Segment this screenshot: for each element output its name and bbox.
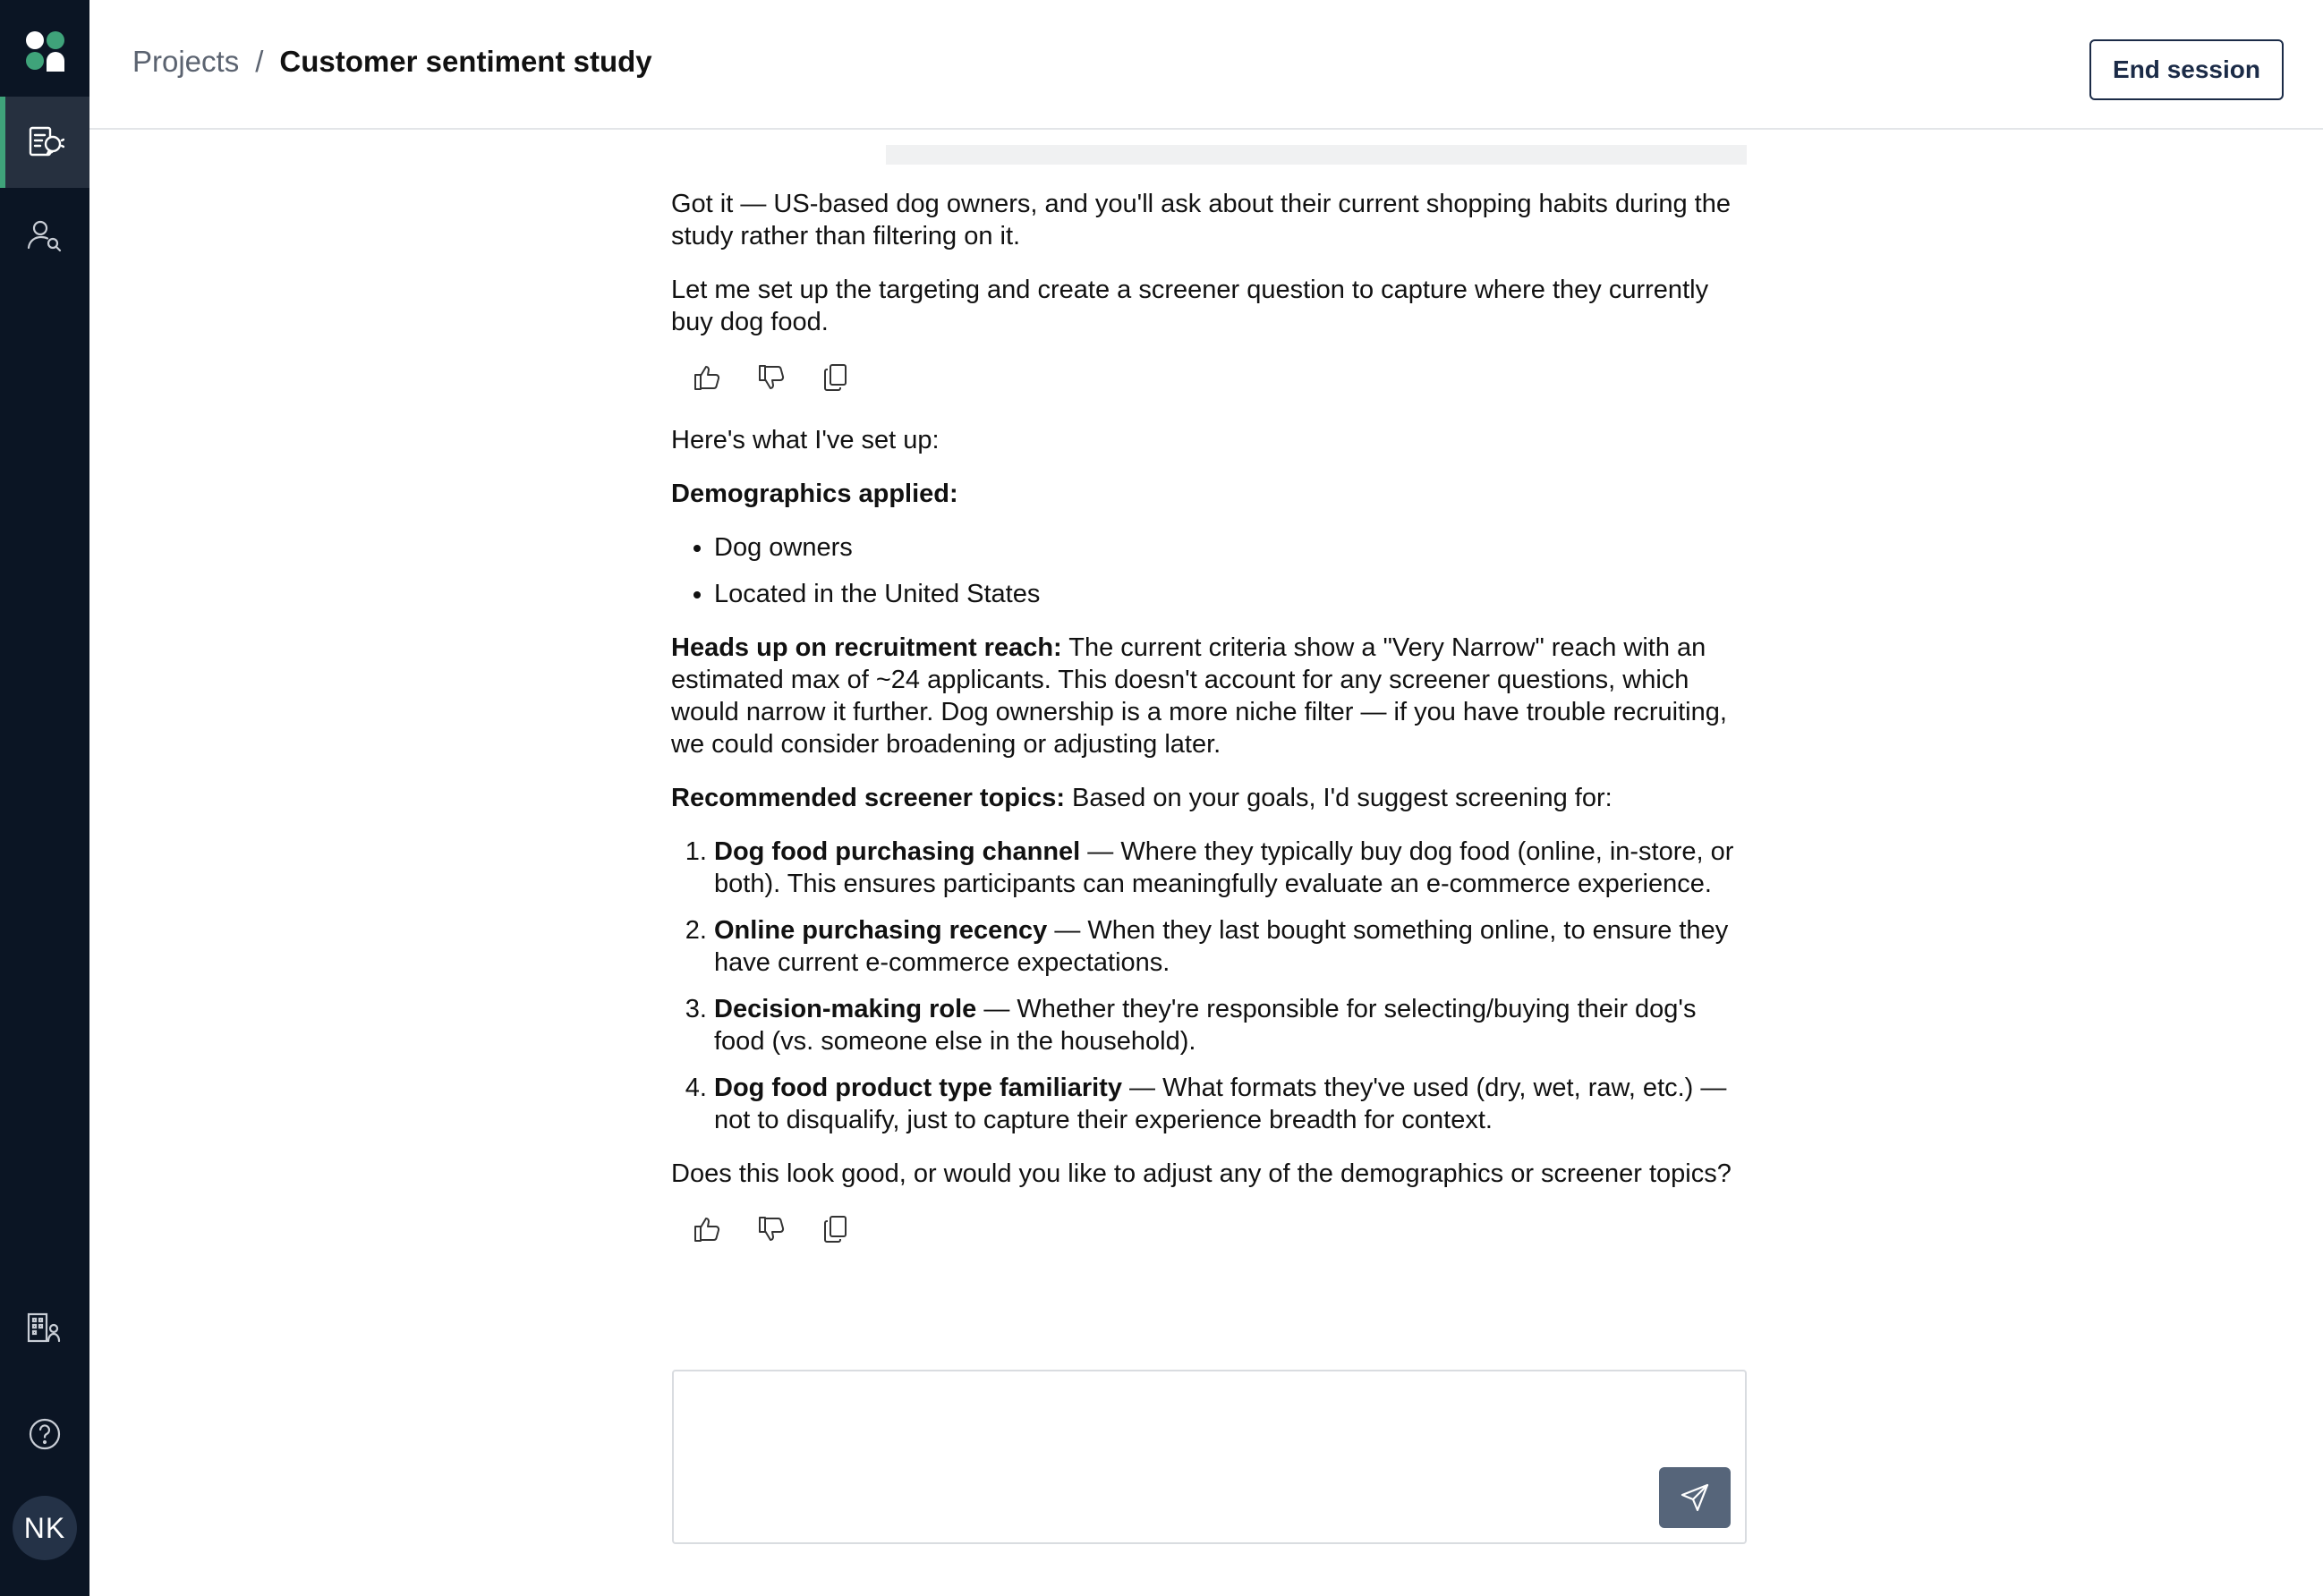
demographics-heading: Demographics applied: <box>671 480 958 508</box>
thumbs-down-button[interactable] <box>753 1210 791 1248</box>
message-paragraph: Does this look good, or would you like to adjust any of the demographics or screener topics? <box>671 1159 1732 1188</box>
question-circle-icon <box>25 1414 64 1454</box>
user-search-icon <box>25 216 64 255</box>
list-item: • Dog owners <box>714 531 1749 564</box>
assistant-message <box>671 188 1749 338</box>
assistant-message <box>671 424 1749 1190</box>
sidebar-item-participants[interactable] <box>0 190 89 281</box>
building-people-icon <box>25 1307 64 1346</box>
send-button[interactable] <box>1659 1467 1731 1528</box>
list-item: • Located in the United States <box>714 578 1749 610</box>
thumbs-up-button[interactable] <box>689 359 727 396</box>
sidebar-item-studies[interactable] <box>0 97 89 188</box>
list-item: 2. Online purchasing recency — When they last bought something online, to ensure they have current e-commerce expectations. <box>714 914 1749 979</box>
sidebar-item-help[interactable] <box>0 1388 89 1480</box>
send-icon <box>1680 1482 1710 1513</box>
sidebar <box>0 0 89 1596</box>
message-input[interactable] <box>692 1388 1680 1481</box>
chat-thread <box>671 188 1749 1276</box>
thumbs-down-icon <box>757 362 787 393</box>
message-actions <box>671 360 1749 395</box>
document-chat-icon <box>25 123 64 162</box>
reach-paragraph: Heads up on recruitment reach: The current criteria show a "Very Narrow" reach with an estimated max of ~24 applicants. This doesn't account for any screener questions, which would narrow it further. Dog ownership is a more niche filter — if you have trouble recruiting, we could consider broadening or adjusting later. <box>671 633 1727 759</box>
thumbs-up-icon <box>693 1214 723 1244</box>
screener-topics-list <box>671 836 1749 1136</box>
thumbs-down-icon <box>757 1214 787 1244</box>
app-logo[interactable] <box>25 30 66 72</box>
end-session-button[interactable]: End session <box>2089 39 2284 100</box>
list-item: 1. Dog food purchasing channel — Where they typically buy dog food (online, in-store, or both). This ensures participants can meaningfully evaluate an e-commerce experience. <box>714 836 1749 900</box>
copy-button[interactable] <box>818 1210 855 1248</box>
thumbs-up-button[interactable] <box>689 1210 727 1248</box>
thumbs-up-icon <box>693 362 723 393</box>
message-paragraph: Let me set up the targeting and create a screener question to capture where they currently buy dog food. <box>671 276 1709 336</box>
message-paragraph: Got it — US-based dog owners, and you'll ask about their current shopping habits during the study rather than filtering on it. <box>671 190 1731 250</box>
copy-icon <box>821 1214 852 1244</box>
message-paragraph: Here's what I've set up: <box>671 426 940 454</box>
list-item: 4. Dog food product type familiarity — What formats they've used (dry, wet, raw, etc.) — not to disqualify, just to capture their experience breadth for context. <box>714 1072 1749 1136</box>
copy-icon <box>821 362 852 393</box>
demographics-list <box>671 531 1749 610</box>
thumbs-down-button[interactable] <box>753 359 791 396</box>
header <box>89 0 2323 130</box>
breadcrumb-projects-link[interactable]: Projects <box>132 45 240 78</box>
screener-paragraph: Recommended screener topics: Based on your goals, I'd suggest screening for: <box>671 784 1612 812</box>
list-item: 3. Decision-making role — Whether they're responsible for selecting/buying their dog's food (vs. someone else in the household). <box>714 993 1749 1057</box>
breadcrumb-separator: / <box>255 45 264 78</box>
copy-button[interactable] <box>818 359 855 396</box>
message-actions <box>671 1211 1749 1247</box>
avatar[interactable]: NK <box>13 1496 77 1560</box>
page-title: Customer sentiment study <box>279 45 652 78</box>
breadcrumb <box>132 43 652 81</box>
message-composer <box>672 1370 1747 1544</box>
previous-user-message <box>886 145 1747 165</box>
sidebar-item-organization[interactable] <box>0 1281 89 1372</box>
